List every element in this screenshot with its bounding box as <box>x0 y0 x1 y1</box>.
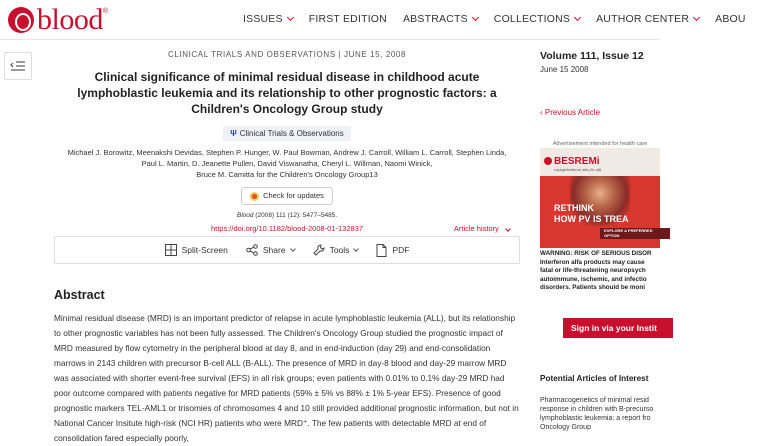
main-nav <box>243 13 762 25</box>
chevron-down-icon <box>354 246 360 252</box>
split-screen-button[interactable]: Split-Screen <box>165 244 228 256</box>
outline-toggle-icon <box>10 60 26 72</box>
ad-headline: RETHINK <box>554 203 594 213</box>
category-badge[interactable]: Ψ Clinical Trials & Observations <box>223 126 351 141</box>
citation: Blood (2008) 111 (12): 5477–5485. <box>236 211 338 219</box>
author-list <box>54 147 520 180</box>
nav-first-edition[interactable]: FIRST EDITION <box>308 13 387 25</box>
article-toolbar <box>54 236 520 264</box>
advertisement-banner[interactable] <box>540 148 660 248</box>
article-meta: CLINICAL TRIALS AND OBSERVATIONS | JUNE 15, 2008 <box>167 50 407 59</box>
issue-info <box>540 50 660 74</box>
chevron-down-icon <box>574 14 581 21</box>
split-screen-icon <box>165 244 177 256</box>
ad-headline-2: HOW PV IS TREA <box>554 214 629 224</box>
clinical-category-icon: Ψ <box>230 129 237 138</box>
abstract-text: Minimal residual disease (MRD) is an important predictor of relapse in acute lymphoblastic leukemia (ALL), but its relationship to other prognostic variables has not been fully assessed. The Children's Oncology Group studied the prognostic impact of MRD measured by flow cytometry in the peripheral blood at day 8, and in end-induction (day 29) and end-consolidation marrows in 2143 children with precursor B-cell ALL (B-ALL). The presence of MRD in day-8 blood and day-29 marrow MRD was associated with shorter event-free survival (EFS) in all risk groups; even patients with 0.01% to 0.1% day-29 MRD had poor outcome compared with patients negative for MRD patients (59% ± 5% vs 88% ± 1% 5-year EFS). Presence of good prognostic markers TEL-AML1 or trisomies of chromosomes 4 and 10 still provided additional prognostic information, but not in National Cancer Insitute high-risk (NCI HR) patients who were MRD⁺. The few patients with detectable MRD at end of consolidation fared especially poorly, <box>54 313 519 443</box>
check-for-updates-button[interactable]: Check for updates <box>241 187 333 205</box>
potential-articles-heading: Potential Articles of Interest <box>540 374 649 383</box>
issue-date: June 15 2008 <box>540 65 589 74</box>
article-title: Clinical significance of minimal residual disease in childhood acute lymphoblastic leukemia and its relationship to other prognostic factors: a Children's Oncology Group study <box>77 70 497 116</box>
nav-about[interactable]: ABOU <box>715 13 746 25</box>
chevron-down-icon <box>505 226 511 232</box>
chevron-down-icon <box>287 14 294 21</box>
chevron-down-icon <box>290 246 296 252</box>
article-history-link[interactable]: Article history <box>454 224 510 233</box>
blood-logo[interactable] <box>8 4 108 36</box>
related-article-link[interactable]: Pharmacogenetics of minimal resid response in children with B-precurso lymphoblastic leukemia: a report fro Oncology Group <box>540 397 654 431</box>
ad-warning: WARNING: RISK OF SERIOUS DISOR Interferon alfa products may cause fatal or life-threatening neuropsych autoimmune, ischemic, and infectio disorders. Patients should be moni <box>540 250 652 292</box>
nav-issues[interactable]: ISSUES <box>243 13 293 25</box>
blood-drop-icon <box>8 7 34 33</box>
pdf-file-icon <box>376 244 387 257</box>
wrench-icon <box>313 244 325 256</box>
previous-article-link[interactable]: ‹ Previous Article <box>540 108 601 117</box>
abstract-heading: Abstract <box>54 288 105 302</box>
ad-subtitle: ropeginterferon alfa-2b-njft <box>554 167 602 172</box>
tools-button[interactable]: Tools <box>313 244 359 256</box>
ad-label: Advertisement intended for health care <box>552 141 648 147</box>
share-button[interactable]: Share <box>246 244 295 256</box>
ad-logo-icon <box>544 157 552 165</box>
author-line[interactable]: Michael J. Borowitz, Meenakshi Devidas, Stephen P. Hunger, W. Paul Bowman, Andrew J. Carroll, William L. Carroll, Stephen Linda, <box>67 148 507 157</box>
chevron-down-icon <box>472 14 479 21</box>
article-nav-toggle-button[interactable] <box>4 52 32 80</box>
institution-signin-button[interactable]: Sign in via your Instit <box>563 318 673 338</box>
nav-collections[interactable]: COLLECTIONS <box>494 13 580 25</box>
crossmark-icon <box>250 192 259 201</box>
top-navigation-bar <box>0 0 746 40</box>
chevron-down-icon <box>693 14 700 21</box>
share-icon <box>246 244 258 256</box>
doi-link[interactable]: https://doi.org/10.1182/blood-2008-01-132837 <box>210 223 364 233</box>
registered-mark: ® <box>102 8 109 15</box>
pdf-button[interactable]: PDF <box>376 244 409 257</box>
ad-brand: BESREMi <box>554 156 600 167</box>
nav-author-center[interactable]: AUTHOR CENTER <box>596 13 699 25</box>
author-line[interactable]: Bruce M. Camitta for the Children's Oncology Group13 <box>196 170 378 179</box>
article-header <box>54 50 520 236</box>
ad-cta-button[interactable]: EXPLORE A PREFERRED OPTION <box>600 228 670 239</box>
logo-text: blood <box>37 3 103 36</box>
volume-issue-link[interactable]: Volume 111, Issue 12 <box>540 50 644 62</box>
chevron-left-icon: ‹ <box>540 108 545 117</box>
author-line[interactable]: Paul L. Martin, D. Jeanette Pullen, David Viswanatha, Cheryl L. Willman, Naomi Winick, <box>141 159 433 168</box>
nav-abstracts[interactable]: ABSTRACTS <box>403 13 478 25</box>
